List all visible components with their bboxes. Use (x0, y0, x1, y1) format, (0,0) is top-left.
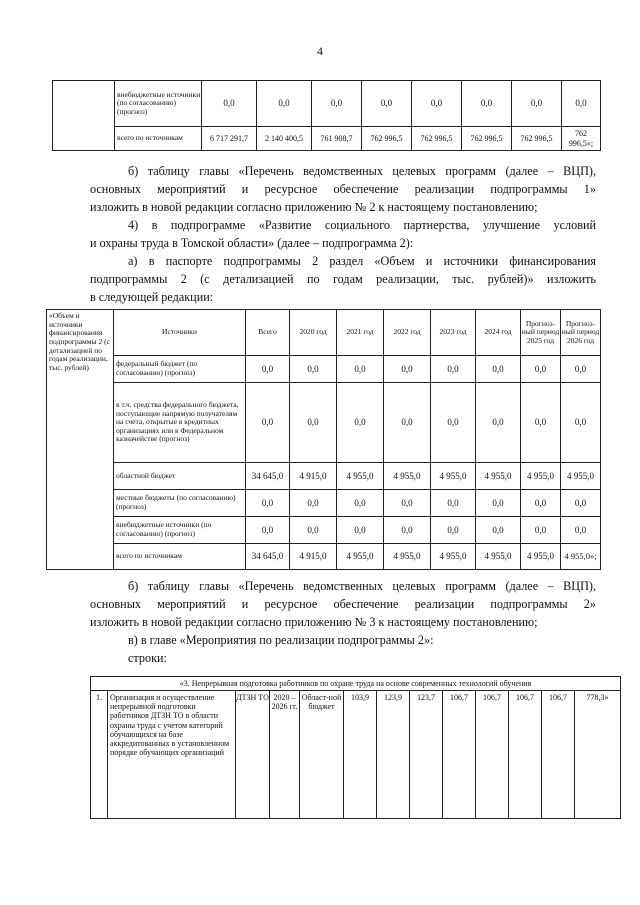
source-cell: федеральный бюджет (по согласованию) (прогноз) (114, 356, 246, 383)
header-2022: 2022 год (384, 310, 431, 356)
budget-cell: Област-ной бюджет (300, 691, 344, 819)
value-cell: 762 996,5 (462, 127, 512, 151)
value-cell: 0,0 (246, 490, 290, 517)
section-header: «3. Непрерывная подготовка работников по охране труда на основе современных технологий обучения (91, 677, 621, 691)
table-header-row (47, 310, 601, 356)
source-cell: всего по источникам (114, 544, 246, 570)
source-cell: внебюджетные источники (по согласованию) (прогноз) (115, 81, 202, 127)
value-cell: 0,0 (561, 517, 601, 544)
value-cell: 762 996,5»; (562, 127, 601, 151)
table-row (47, 463, 601, 490)
value-cell: 0,0 (431, 356, 476, 383)
value-cell: 0,0 (312, 81, 362, 127)
value-cell: 2 140 400,5 (257, 127, 312, 151)
header-2025: Прогноз-ный период 2025 год (521, 310, 561, 356)
value-cell: 4 955,0 (561, 463, 601, 490)
table-row (47, 517, 601, 544)
paragraph-line: б) таблицу главы «Перечень ведомственных целевых программ (далее – ВЦП), (128, 164, 596, 178)
value-cell: 34 645,0 (246, 463, 290, 490)
header-2020: 2020 год (290, 310, 337, 356)
value-cell: 4 955,0 (521, 463, 561, 490)
value-cell: 0,0 (337, 490, 384, 517)
empty-label-cell (53, 81, 115, 151)
value-cell: 123,7 (410, 691, 443, 819)
value-cell: 4 955,0 (337, 544, 384, 570)
table-row (91, 691, 621, 819)
value-cell: 0,0 (561, 490, 601, 517)
value-cell: 0,0 (290, 517, 337, 544)
row-number: 1. (91, 691, 108, 819)
activity-name: Организация и осуществление непрерывной подготовки работников ДТЗН ТО в области охраны труда с учетом категорий обучающихся на базе аккредитованных в установленном порядке обучающих организаций (108, 691, 236, 819)
value-cell: 0,0 (431, 517, 476, 544)
value-cell: 0,0 (412, 81, 462, 127)
period-cell: 2020 – 2026 гг. (270, 691, 300, 819)
value-cell: 0,0 (337, 517, 384, 544)
value-cell: 0,0 (562, 81, 601, 127)
value-cell: 0,0 (362, 81, 412, 127)
value-cell: 4 955,0 (431, 463, 476, 490)
value-cell: 103,9 (344, 691, 377, 819)
header-2021: 2021 год (337, 310, 384, 356)
value-cell: 123,9 (377, 691, 410, 819)
executor-cell: ДТЗН ТО (236, 691, 270, 819)
value-cell: 34 645,0 (246, 544, 290, 570)
source-cell: внебюджетные источники (по согласованию) (прогноз) (114, 517, 246, 544)
value-cell: 0,0 (246, 383, 290, 463)
header-2023: 2023 год (431, 310, 476, 356)
value-cell: 0,0 (431, 383, 476, 463)
value-cell: 0,0 (384, 356, 431, 383)
value-cell: 0,0 (521, 356, 561, 383)
header-2024: 2024 год (476, 310, 521, 356)
value-cell: 106,7 (443, 691, 476, 819)
paragraph-line: и охраны труда в Томской области» (далее – подпрограмма 2): (90, 236, 414, 250)
value-cell: 4 955,0 (384, 544, 431, 570)
value-cell: 4 955,0»; (561, 544, 601, 570)
section-header-row (91, 677, 621, 691)
paragraph-line: а) в паспорте подпрограммы 2 раздел «Объем и источники финансирования (128, 254, 596, 268)
table-row (47, 383, 601, 463)
value-cell: 0,0 (202, 81, 257, 127)
value-cell: 0,0 (246, 517, 290, 544)
table-row (47, 356, 601, 383)
value-cell: 0,0 (431, 490, 476, 517)
value-cell: 0,0 (521, 517, 561, 544)
value-cell: 106,7 (542, 691, 575, 819)
value-cell: 0,0 (290, 356, 337, 383)
source-cell: в т.ч. средства федерального бюджета, поступающие напрямую получателям на счета, открытые в кредитных организациях или в Федеральном казначействе (прогноз) (114, 383, 246, 463)
header-total: Всего (246, 310, 290, 356)
paragraph-line: в) в главе «Мероприятия по реализации подпрограммы 2»: (128, 633, 434, 647)
paragraph-line: строки: (128, 651, 167, 665)
header-source: Источники (114, 310, 246, 356)
value-cell: 762 996,5 (512, 127, 562, 151)
value-cell: 0,0 (384, 490, 431, 517)
value-cell: 762 996,5 (362, 127, 412, 151)
table-row (47, 490, 601, 517)
paragraph-line: основных мероприятий и ресурсное обеспечение реализации подпрограммы 2» (90, 597, 596, 611)
value-cell: 4 955,0 (476, 463, 521, 490)
value-cell: 0,0 (337, 383, 384, 463)
value-cell: 106,7 (509, 691, 542, 819)
value-cell: 4 955,0 (431, 544, 476, 570)
paragraph-line: подпрограммы 2 (с детализацией по годам реализации, тыс. рублей)» изложить (90, 272, 596, 286)
page-number: 4 (317, 44, 323, 58)
value-cell: 0,0 (561, 356, 601, 383)
value-cell: 761 908,7 (312, 127, 362, 151)
value-cell: 4 955,0 (521, 544, 561, 570)
value-cell: 0,0 (561, 383, 601, 463)
value-cell: 0,0 (521, 490, 561, 517)
value-cell: 4 955,0 (476, 544, 521, 570)
section-label: «Объем и источники финансирования подпрограммы 2 (с детализацией по годам реализации, тыс. рублей) (47, 310, 114, 570)
value-cell: 4 915,0 (290, 463, 337, 490)
value-cell: 0,0 (246, 356, 290, 383)
value-cell: 0,0 (290, 490, 337, 517)
table-row (53, 127, 601, 151)
header-2026: Прогноз-ный период 2026 год (561, 310, 601, 356)
paragraph-line: изложить в новой редакции согласно приложению № 3 к настоящему постановлению; (90, 615, 538, 629)
paragraph-line: 4) в подпрограмме «Развитие социального партнерства, улучшение условий (128, 218, 596, 232)
value-cell: 4 915,0 (290, 544, 337, 570)
value-cell: 0,0 (257, 81, 312, 127)
paragraph-line: основных мероприятий и ресурсное обеспечение реализации подпрограммы 1» (90, 182, 596, 196)
value-cell: 0,0 (476, 383, 521, 463)
value-cell: 0,0 (384, 517, 431, 544)
value-cell: 4 955,0 (337, 463, 384, 490)
table-row (53, 81, 601, 127)
value-cell: 778,3» (575, 691, 621, 819)
value-cell: 6 717 291,7 (202, 127, 257, 151)
value-cell: 0,0 (290, 383, 337, 463)
activities-table (90, 676, 621, 819)
value-cell: 762 996,5 (412, 127, 462, 151)
funding-table-subprogram-2 (46, 309, 601, 570)
value-cell: 106,7 (476, 691, 509, 819)
value-cell: 0,0 (462, 81, 512, 127)
value-cell: 0,0 (476, 490, 521, 517)
value-cell: 0,0 (476, 356, 521, 383)
funding-table-continuation (52, 80, 601, 151)
value-cell: 0,0 (512, 81, 562, 127)
table-row (47, 544, 601, 570)
value-cell: 0,0 (384, 383, 431, 463)
value-cell: 4 955,0 (384, 463, 431, 490)
source-cell: областной бюджет (114, 463, 246, 490)
paragraph-line: в следующей редакции: (90, 290, 214, 304)
value-cell: 0,0 (476, 517, 521, 544)
paragraph-line: б) таблицу главы «Перечень ведомственных целевых программ (далее – ВЦП), (128, 579, 596, 593)
source-cell: местные бюджеты (по согласованию) (прогноз) (114, 490, 246, 517)
paragraph-line: изложить в новой редакции согласно приложению № 2 к настоящему постановлению; (90, 200, 538, 214)
source-cell: всего по источникам (115, 127, 202, 151)
value-cell: 0,0 (337, 356, 384, 383)
value-cell: 0,0 (521, 383, 561, 463)
